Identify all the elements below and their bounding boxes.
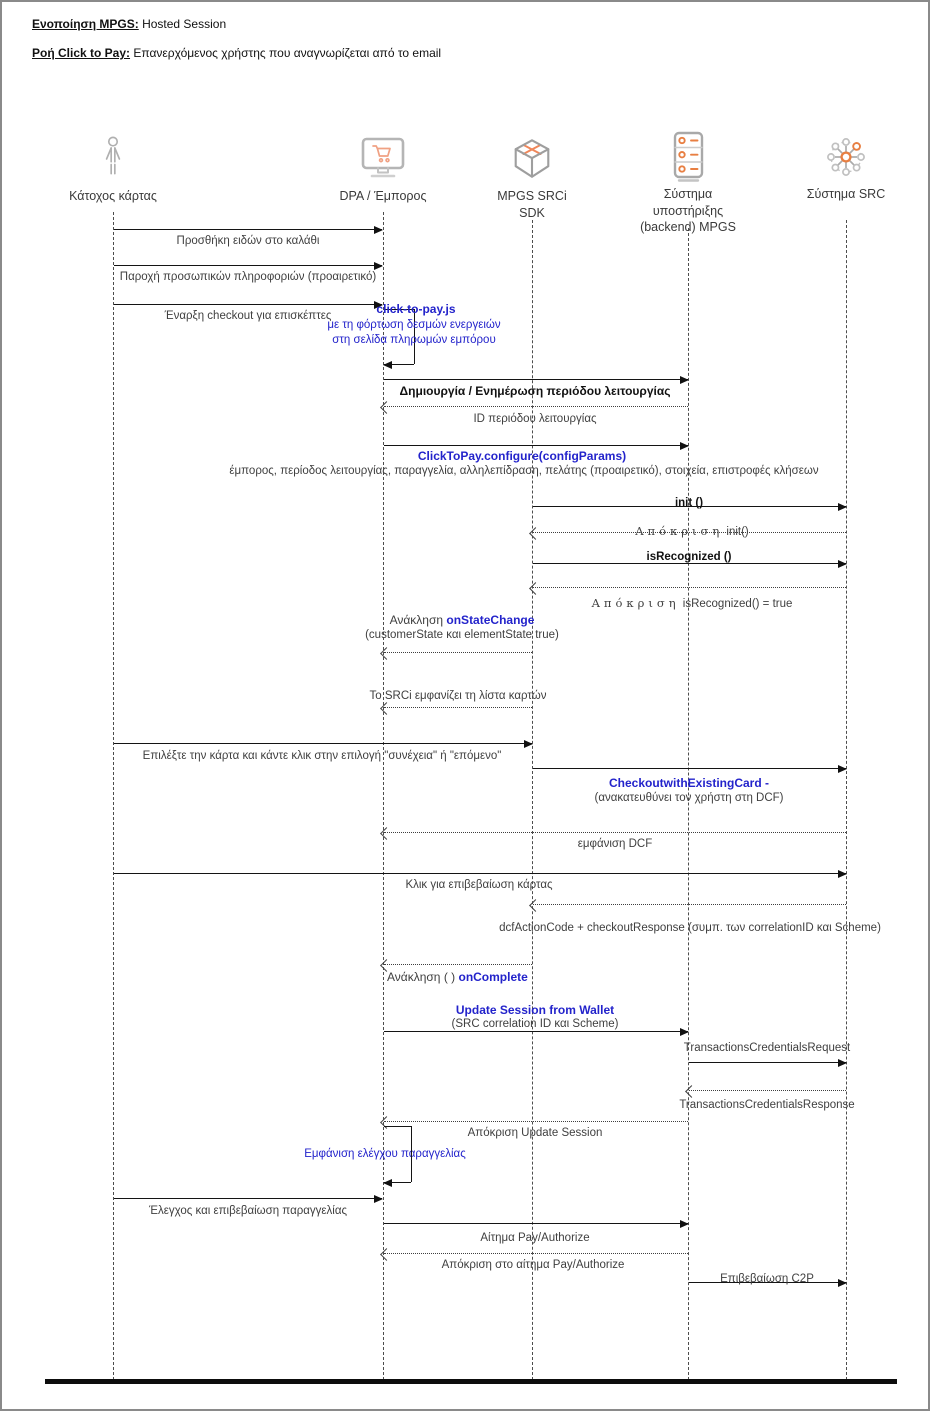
msg-onstatechange-label (390, 614, 535, 628)
msg-oncomplete-link: onComplete (458, 970, 528, 984)
msg-update-session-response-arrow (384, 1121, 688, 1122)
selfloop-order-review-top (384, 1126, 411, 1127)
header-line-1-title: Ενοποίηση MPGS: (32, 17, 139, 31)
lifeline-dpa-merchant (383, 212, 384, 1380)
header-line-1-value: Hosted Session (138, 17, 227, 31)
msg-onstatechange-prefix: Ανάκληση (389, 613, 447, 627)
msg-add-items-label: Προσθήκη ειδών στο καλάθι (176, 235, 320, 247)
msg-start-checkout-arrow (114, 304, 382, 305)
msg-c2p-confirmation-label: Επιβεβαίωση C2P (720, 1273, 814, 1285)
arrowhead-icon (838, 560, 847, 568)
msg-show-dcf-arrow (384, 832, 846, 833)
msg-isrecognized-response-arrow (533, 587, 846, 588)
msg-show-dcf-label: εμφάνιση DCF (577, 838, 653, 850)
network-icon (806, 131, 886, 183)
selfloop-clicktopay-title: click-to-pay.js (376, 302, 456, 316)
arrowhead-icon (680, 1028, 689, 1036)
msg-checkout-existing-title: CheckoutwithExistingCard - (608, 776, 770, 790)
package-icon (490, 133, 574, 185)
arrowhead-icon (374, 226, 383, 234)
actor-src-system-label: Σύστημα SRC (806, 187, 886, 201)
msg-onstatechange-line2: (customerState και elementState true) (365, 629, 559, 641)
selfloop-clicktopay-line3: στη σελίδα πληρωμών εμπόρου (332, 334, 496, 346)
arrowhead-icon (383, 1179, 392, 1187)
backend-list-icon (639, 131, 737, 183)
msg-oncomplete-prefix: Ανάκληση ( ) (387, 970, 459, 984)
arrowhead-icon (838, 870, 847, 878)
arrowhead-icon (680, 1220, 689, 1228)
msg-review-confirm-arrow (114, 1198, 382, 1199)
msg-start-checkout-label: Έναρξη checkout για επισκέπτες (164, 310, 332, 322)
arrowhead-icon (680, 442, 689, 450)
person-icon (38, 133, 188, 185)
msg-review-confirm-label: Έλεγχος και επιβεβαίωση παραγγελίας (148, 1205, 348, 1217)
msg-personal-info-label: Παροχή προσωπικών πληροφοριών (προαιρετικό) (119, 271, 377, 283)
arrowhead-icon (838, 503, 847, 511)
lifeline-cardholder (113, 212, 114, 1380)
msg-isrecognized-response-text: isRecognized() = true (679, 598, 793, 610)
actor-mpgs-backend-label: Σύστημα υποστήριξης (backend) MPGS (640, 187, 736, 234)
msg-init-response-label (635, 525, 749, 539)
msg-tc-request-label: TransactionsCredentialsRequest (683, 1042, 851, 1054)
arrowhead-icon (680, 376, 689, 384)
header-line-2-title: Ροή Click to Pay: (32, 46, 131, 60)
msg-session-id-arrow (384, 406, 688, 407)
msg-update-session-arrow (384, 1031, 688, 1032)
msg-session-id-label: ID περιόδου λειτουργίας (473, 413, 597, 425)
actor-mpgs-srci-sdk-label: MPGS SRCi SDK (497, 189, 567, 220)
arrowhead-icon (524, 740, 533, 748)
selfloop-order-review-bottom (384, 1182, 411, 1183)
arrowhead-icon (383, 361, 392, 369)
header-line-1 (32, 17, 226, 31)
msg-click-confirm-arrow (114, 873, 846, 874)
msg-onstatechange-link: onStateChange (446, 613, 535, 627)
arrowhead-icon (838, 765, 847, 773)
msg-oncomplete-label (387, 971, 528, 985)
msg-checkout-existing-subtitle: (ανακατευθύνει τον χρήστη στη DCF) (594, 792, 784, 804)
diagram-baseline-bar (45, 1379, 897, 1384)
actor-dpa-merchant-label: DPA / Έμπορος (339, 189, 427, 203)
selfloop-order-review-label: Εμφάνιση ελέγχου παραγγελίας (304, 1148, 466, 1160)
msg-configure-subtitle: έμπορος, περίοδος λειτουργίας, παραγγελία, αλληλεπίδραση, πελάτης (προαιρετικό), στοιχεία, επιστροφές κλήσεων (229, 465, 819, 477)
msg-pay-authorize-request-label: Αίτημα Pay/Authorize (480, 1232, 590, 1244)
actor-mpgs-srci-sdk (490, 133, 574, 221)
msg-create-session-label: Δημιουργία / Ενημέρωση περιόδου λειτουργίας (399, 384, 671, 398)
actor-src-system (806, 131, 886, 203)
msg-select-card-label: Επιλέξτε την κάρτα και κάντε κλικ στην επιλογή "συνέχεια" ή "επόμενο" (142, 750, 502, 762)
msg-init-response-prefix: Απόκριση (635, 524, 724, 538)
msg-tc-response-label: TransactionsCredentialsResponse (679, 1099, 855, 1111)
msg-dcf-actioncode-label: dcfActionCode + checkoutResponse (συμπ. των correlationID και Scheme) (499, 922, 881, 934)
msg-update-session-response-label: Απόκριση Update Session (467, 1127, 603, 1139)
msg-update-session-title: Update Session from Wallet (455, 1003, 615, 1017)
monitor-cart-icon (303, 133, 463, 185)
msg-checkout-existing-arrow (533, 768, 846, 769)
msg-pay-authorize-response-arrow (384, 1253, 688, 1254)
msg-init-label: init () (674, 497, 704, 509)
msg-isrecognized-label: isRecognized () (646, 551, 732, 563)
arrowhead-icon (838, 1059, 847, 1067)
msg-select-card-arrow (114, 743, 532, 744)
msg-dcf-actioncode-arrow (533, 904, 846, 905)
msg-init-response-text: init() (723, 526, 749, 538)
msg-show-card-list-arrow (384, 707, 532, 708)
arrowhead-icon (374, 1195, 383, 1203)
arrowhead-icon (374, 262, 383, 270)
msg-personal-info-arrow (114, 265, 382, 266)
msg-click-confirm-label: Κλικ για επιβεβαίωση κάρτας (405, 879, 553, 891)
msg-oncomplete-arrow (384, 964, 532, 965)
msg-onstatechange-arrow (384, 652, 532, 653)
selfloop-order-review-side (411, 1126, 412, 1182)
msg-configure-arrow (384, 445, 688, 446)
msg-isrecognized-response-label (592, 597, 793, 611)
header-line-2-value: Επανερχόμενος χρήστης που αναγνωρίζεται από το email (130, 46, 442, 60)
msg-create-session-arrow (384, 379, 688, 380)
msg-isrecognized-response-prefix: Απόκριση (591, 596, 680, 610)
msg-tc-response-arrow (689, 1090, 846, 1091)
lifeline-src-system (846, 220, 847, 1380)
selfloop-clicktopay-bottom (384, 364, 414, 365)
actor-dpa-merchant (303, 133, 463, 205)
msg-tc-request-arrow (689, 1062, 846, 1063)
header-line-2 (32, 46, 441, 60)
msg-pay-authorize-request-arrow (384, 1223, 688, 1224)
actor-cardholder-label: Κάτοχος κάρτας (69, 189, 157, 203)
actor-mpgs-backend (639, 131, 737, 236)
msg-update-session-subtitle: (SRC correlation ID και Scheme) (451, 1018, 619, 1030)
msg-add-items-arrow (114, 229, 382, 230)
msg-configure-title: ClickToPay.configure(configParams) (417, 449, 627, 463)
arrowhead-icon (838, 1279, 847, 1287)
selfloop-clicktopay-line2: με τη φόρτωση δεσμών ενεργειών (327, 319, 501, 331)
msg-show-card-list-label: Το SRCi εμφανίζει τη λίστα καρτών (369, 690, 547, 702)
actor-cardholder (38, 133, 188, 205)
msg-pay-authorize-response-label: Απόκριση στο αίτημα Pay/Authorize (441, 1259, 625, 1271)
